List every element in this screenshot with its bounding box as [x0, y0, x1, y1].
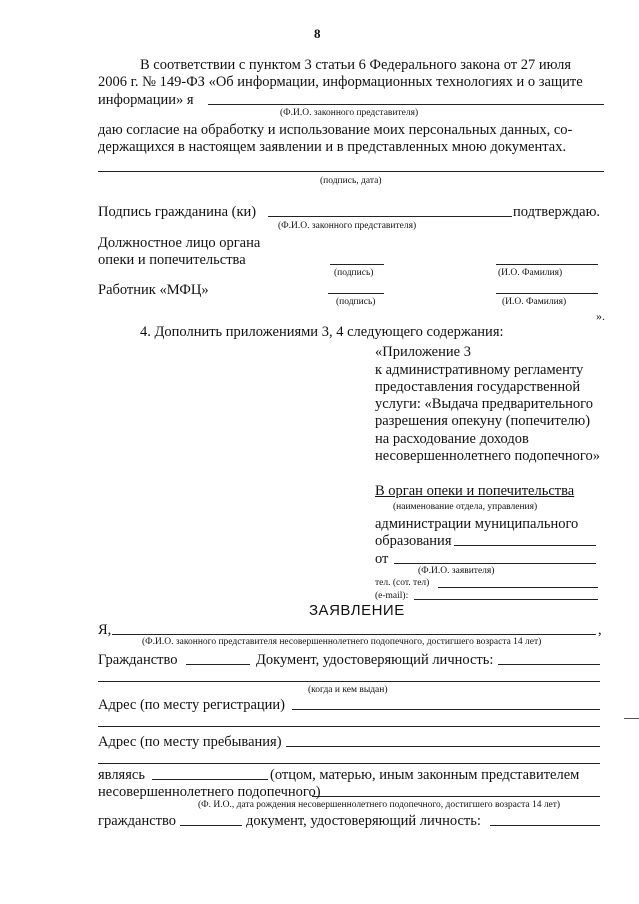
appendix-line-1: «Приложение 3	[375, 344, 471, 360]
admin-line-1: администрации муниципального	[375, 516, 579, 532]
official-signature-field[interactable]	[330, 264, 384, 265]
rep-name-hint: (Ф.И.О. законного представителя)	[280, 108, 419, 118]
official-label-1: Должностное лицо органа	[98, 235, 261, 251]
intro-line-1: В соответствии с пунктом 3 статьи 6 Федерального закона от 27 июля	[140, 57, 572, 73]
registration-address-field-2[interactable]	[98, 726, 600, 727]
addendum-text: 4. Дополнить приложениями 3, 4 следующего содержания:	[140, 324, 504, 340]
phone-label: тел. (сот. тел)	[375, 578, 430, 588]
id-document2-label: документ, удостоверяющий личность:	[246, 813, 481, 829]
minor-hint: (Ф. И.О., дата рождения несовершеннолетнего подопечного, достигшего возраста 14 лет)	[198, 800, 561, 810]
official-name-hint: (И.О. Фамилия)	[498, 268, 563, 278]
registration-address-label: Адрес (по месту регистрации)	[98, 697, 285, 713]
minor-field[interactable]	[312, 796, 600, 797]
citizen-signature-label: Подпись гражданина (ки)	[98, 204, 257, 220]
admin-line-2: образования	[375, 533, 452, 549]
phone-field[interactable]	[438, 587, 598, 588]
intro-line-3: информации» я	[98, 92, 194, 108]
id-document-label: Документ, удостоверяющий личность:	[256, 652, 494, 668]
closing-quote: ».	[596, 309, 605, 323]
application-title: ЗАЯВЛЕНИЕ	[309, 602, 405, 619]
consent-signature-field[interactable]	[98, 171, 604, 172]
citizenship2-label: гражданство	[98, 813, 176, 829]
appendix-line-4: услуги: «Выдача предварительного	[375, 396, 593, 412]
citizen-signature-field[interactable]	[268, 216, 512, 217]
stay-address-field[interactable]	[286, 746, 600, 747]
rep-name-field[interactable]	[208, 104, 604, 105]
appendix-line-5: разрешения опекуну (попечителю)	[375, 413, 591, 429]
mfc-signature-hint: (подпись)	[336, 297, 376, 307]
official-label-2: опеки и попечительства	[98, 252, 246, 268]
applicant-hint: (Ф.И.О. заявителя)	[418, 566, 495, 576]
representative-field[interactable]	[112, 634, 596, 635]
appendix-line-7: несовершеннолетнего подопечного»	[375, 448, 600, 464]
consent-line-2: держащихся в настоящем заявлении и в представленных мною документах.	[98, 139, 567, 155]
citizenship-field[interactable]	[186, 664, 250, 665]
confirm-label: подтверждаю.	[513, 204, 601, 220]
id-document-field[interactable]	[498, 664, 600, 665]
appendix-line-6: на расходование доходов	[375, 431, 529, 447]
registration-address-field[interactable]	[292, 709, 600, 710]
mfc-name-hint: (И.О. Фамилия)	[502, 297, 567, 307]
stay-address-field-2[interactable]	[98, 763, 600, 764]
mfc-signature-field[interactable]	[328, 293, 384, 294]
id-document2-field[interactable]	[490, 825, 600, 826]
i-label: Я,	[98, 622, 112, 638]
being-label: являясь	[98, 767, 145, 783]
email-field[interactable]	[414, 599, 598, 600]
relation-field[interactable]	[152, 779, 268, 780]
mfc-name-field[interactable]	[496, 293, 598, 294]
minor-label: несовершеннолетнего подопечного)	[98, 784, 321, 800]
department-hint: (наименование отдела, управления)	[393, 502, 538, 512]
appendix-line-2: к административному регламенту	[375, 362, 584, 378]
intro-line-2: 2006 г. № 149-ФЗ «Об информации, информационных технологиях и о защите	[98, 74, 583, 90]
being-rest: (отцом, матерью, иным законным представителем	[270, 767, 580, 783]
recipient-organ: В орган опеки и попечительства	[375, 483, 575, 499]
official-name-field[interactable]	[496, 264, 598, 265]
citizenship2-field[interactable]	[180, 825, 242, 826]
applicant-name-field[interactable]	[394, 563, 596, 564]
citizen-rep-hint: (Ф.И.О. законного представителя)	[278, 221, 417, 231]
issued-hint: (когда и кем выдан)	[308, 685, 388, 695]
page-number: 8	[314, 26, 321, 41]
citizenship-label: Гражданство	[98, 652, 178, 668]
consent-line-1: даю согласие на обработку и использование моих персональных данных, со-	[98, 122, 573, 138]
consent-signature-hint: (подпись, дата)	[320, 176, 382, 186]
i-comma: ,	[598, 622, 602, 638]
official-signature-hint: (подпись)	[334, 268, 374, 278]
appendix-line-3: предоставления государственной	[375, 379, 581, 395]
from-label: от	[375, 551, 389, 567]
stay-address-label: Адрес (по месту пребывания)	[98, 734, 282, 750]
mfc-label: Работник «МФЦ»	[98, 282, 209, 298]
margin-mark	[624, 718, 639, 719]
municipality-field[interactable]	[454, 545, 596, 546]
email-label: (e-mail):	[375, 591, 409, 601]
representative-hint: (Ф.И.О. законного представителя несовершеннолетнего подопечного, достигшего возраста 14 лет)	[142, 637, 542, 647]
id-issued-field[interactable]	[98, 681, 600, 682]
